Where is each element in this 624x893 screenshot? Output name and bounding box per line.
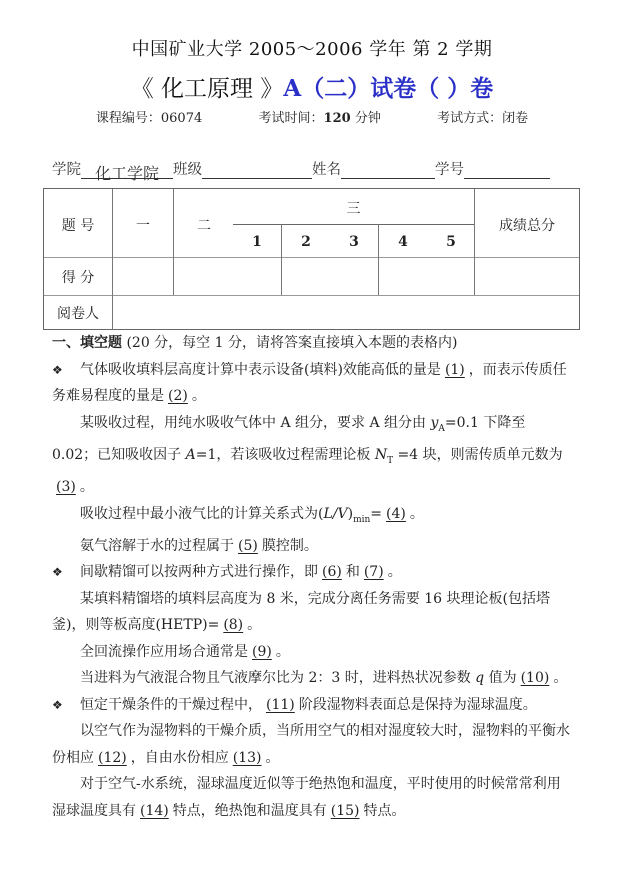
blank-5[interactable]: (5) bbox=[238, 537, 258, 554]
grader-row-label: 阅卷人 bbox=[57, 306, 99, 322]
paper-type: A（二）试卷（ ）卷 bbox=[283, 75, 494, 102]
question-paragraph: 某填料精馏塔的填料层高度为 8 米，完成分离任务需要 16 块理论板(包括塔釜)，则等板高度(HETP)= (8) 。 bbox=[52, 590, 550, 634]
exam-mode-label: 考试方式： bbox=[437, 111, 503, 126]
score-table bbox=[43, 188, 580, 330]
question-paragraph: ❖ 恒定干燥条件的干燥过程中， (11) 阶段湿物料表面总是保持为湿球温度。 bbox=[52, 692, 574, 719]
blank-6[interactable]: (6) bbox=[322, 564, 342, 581]
name-label: 姓名 bbox=[312, 162, 342, 178]
name-field[interactable] bbox=[341, 161, 435, 179]
blank-14[interactable]: (14) bbox=[140, 802, 169, 819]
section-fill-in-blank bbox=[52, 330, 574, 824]
section-note: (20 分，每空 1 分，请将答案直接填入本题的表格内) bbox=[126, 335, 458, 351]
q3-sub-1: 1 bbox=[252, 234, 262, 250]
exam-mode: 闭卷 bbox=[502, 111, 529, 126]
exam-time-label: 考试时间： bbox=[258, 111, 324, 126]
q3-sub-4: 4 bbox=[398, 234, 408, 250]
total-score-header: 成绩总分 bbox=[499, 218, 555, 234]
question-row-label: 题 号 bbox=[61, 218, 95, 234]
q3-sub-3: 3 bbox=[349, 234, 359, 250]
blank-1[interactable]: (1) bbox=[444, 361, 465, 378]
class-field[interactable] bbox=[202, 161, 312, 179]
question-2-header: 二 bbox=[197, 218, 211, 234]
score-row-label: 得 分 bbox=[61, 270, 95, 286]
course-code-label: 课程编号： bbox=[95, 111, 161, 126]
course-name: 《 化工原理 》 bbox=[130, 76, 284, 102]
exam-header-line: 中国矿业大学 2005～2006 学年 第 2 学期 bbox=[131, 39, 493, 60]
row-divider bbox=[44, 295, 579, 296]
question-paragraph: ❖ 间歇精馏可以按两种方式进行操作，即 (6) 和 (7) 。 bbox=[52, 559, 574, 586]
blank-11[interactable]: (11) bbox=[266, 696, 295, 713]
blank-9[interactable]: (9) bbox=[252, 643, 272, 660]
question-paragraph: 当进料为气液混合物且气液摩尔比为 2：3 时，进料热状况参数 q 值为 (10) 。 bbox=[80, 670, 568, 687]
student-id-label: 学号 bbox=[435, 162, 465, 178]
exam-time-unit: 分钟 bbox=[354, 111, 381, 126]
q3-subheader-divider bbox=[233, 224, 474, 225]
blank-10[interactable]: (10) bbox=[520, 670, 550, 687]
student-id-field[interactable] bbox=[464, 161, 550, 179]
college-field[interactable]: 化工学院 bbox=[81, 161, 173, 179]
col-divider bbox=[112, 189, 113, 330]
blank-2[interactable]: (2) bbox=[168, 388, 188, 404]
section-title: 填空题 bbox=[80, 335, 122, 351]
blank-7[interactable]: (7) bbox=[363, 564, 384, 581]
blank-4[interactable]: (4) bbox=[386, 505, 406, 522]
blank-13[interactable]: (13) bbox=[232, 749, 262, 766]
question-paragraph: 氨气溶解于水的过程属于 (5) 膜控制。 bbox=[80, 537, 318, 554]
question-1-header: 一 bbox=[136, 218, 150, 234]
col-divider bbox=[173, 189, 174, 295]
college-label: 学院 bbox=[52, 162, 81, 178]
question-paragraph: 全回流操作应用场合通常是 (9) 。 bbox=[80, 643, 290, 660]
question-paragraph: 对于空气-水系统，湿球温度近似等于绝热饱和温度，平时使用的时候常常利用湿球温度具有 (14) 特点，绝热饱和温度具有 (15) 特点。 bbox=[52, 776, 561, 819]
class-label: 班级 bbox=[173, 162, 203, 178]
course-code: 06074 bbox=[160, 111, 203, 126]
row-divider bbox=[44, 257, 579, 258]
blank-3[interactable]: (3) bbox=[56, 479, 76, 496]
diamond-bullet-icon: ❖ bbox=[52, 697, 63, 712]
exam-time: 120 bbox=[323, 111, 351, 126]
section-heading: 一、填空题 (20 分，每空 1 分，请将答案直接填入本题的表格内) bbox=[52, 335, 458, 351]
blank-15[interactable]: (15) bbox=[330, 802, 360, 819]
diamond-bullet-icon: ❖ bbox=[52, 565, 63, 580]
student-info-line bbox=[52, 158, 582, 183]
question-paragraph: 某吸收过程，用纯水吸收气体中 A 组分，要求 A 组分由 $y_A=0.1$ 下降至 0.02；已知吸收因子 A=1，若该吸收过程需理论板 $N_T =4$ 块，则需传质单元数为(3) 。 bbox=[52, 414, 563, 496]
exam-meta bbox=[0, 107, 624, 126]
q3-sub-5: 5 bbox=[446, 234, 456, 250]
question-paragraph: 以空气作为湿物料的干燥介质，当所用空气的相对湿度较大时，湿物料的平衡水份相应 (12) ，自由水份相应 (13) 。 bbox=[52, 723, 570, 766]
exam-title bbox=[0, 70, 624, 103]
diamond-bullet-icon: ❖ bbox=[52, 362, 63, 377]
question-3-header: 三 bbox=[346, 201, 361, 217]
question-paragraph: ❖ 气体吸收填料层高度计算中表示设备(填料)效能高低的量是 (1) ，而表示传质任务难易程度的量是 (2) 。 bbox=[52, 357, 574, 410]
q3-sub-2: 2 bbox=[301, 234, 311, 250]
blank-12[interactable]: (12) bbox=[98, 749, 127, 766]
question-paragraph: 吸收过程中最小液气比的计算关系式为$(L/V)_{min}= (4)$ 。 bbox=[80, 505, 424, 525]
blank-8[interactable]: (8) bbox=[223, 617, 244, 634]
